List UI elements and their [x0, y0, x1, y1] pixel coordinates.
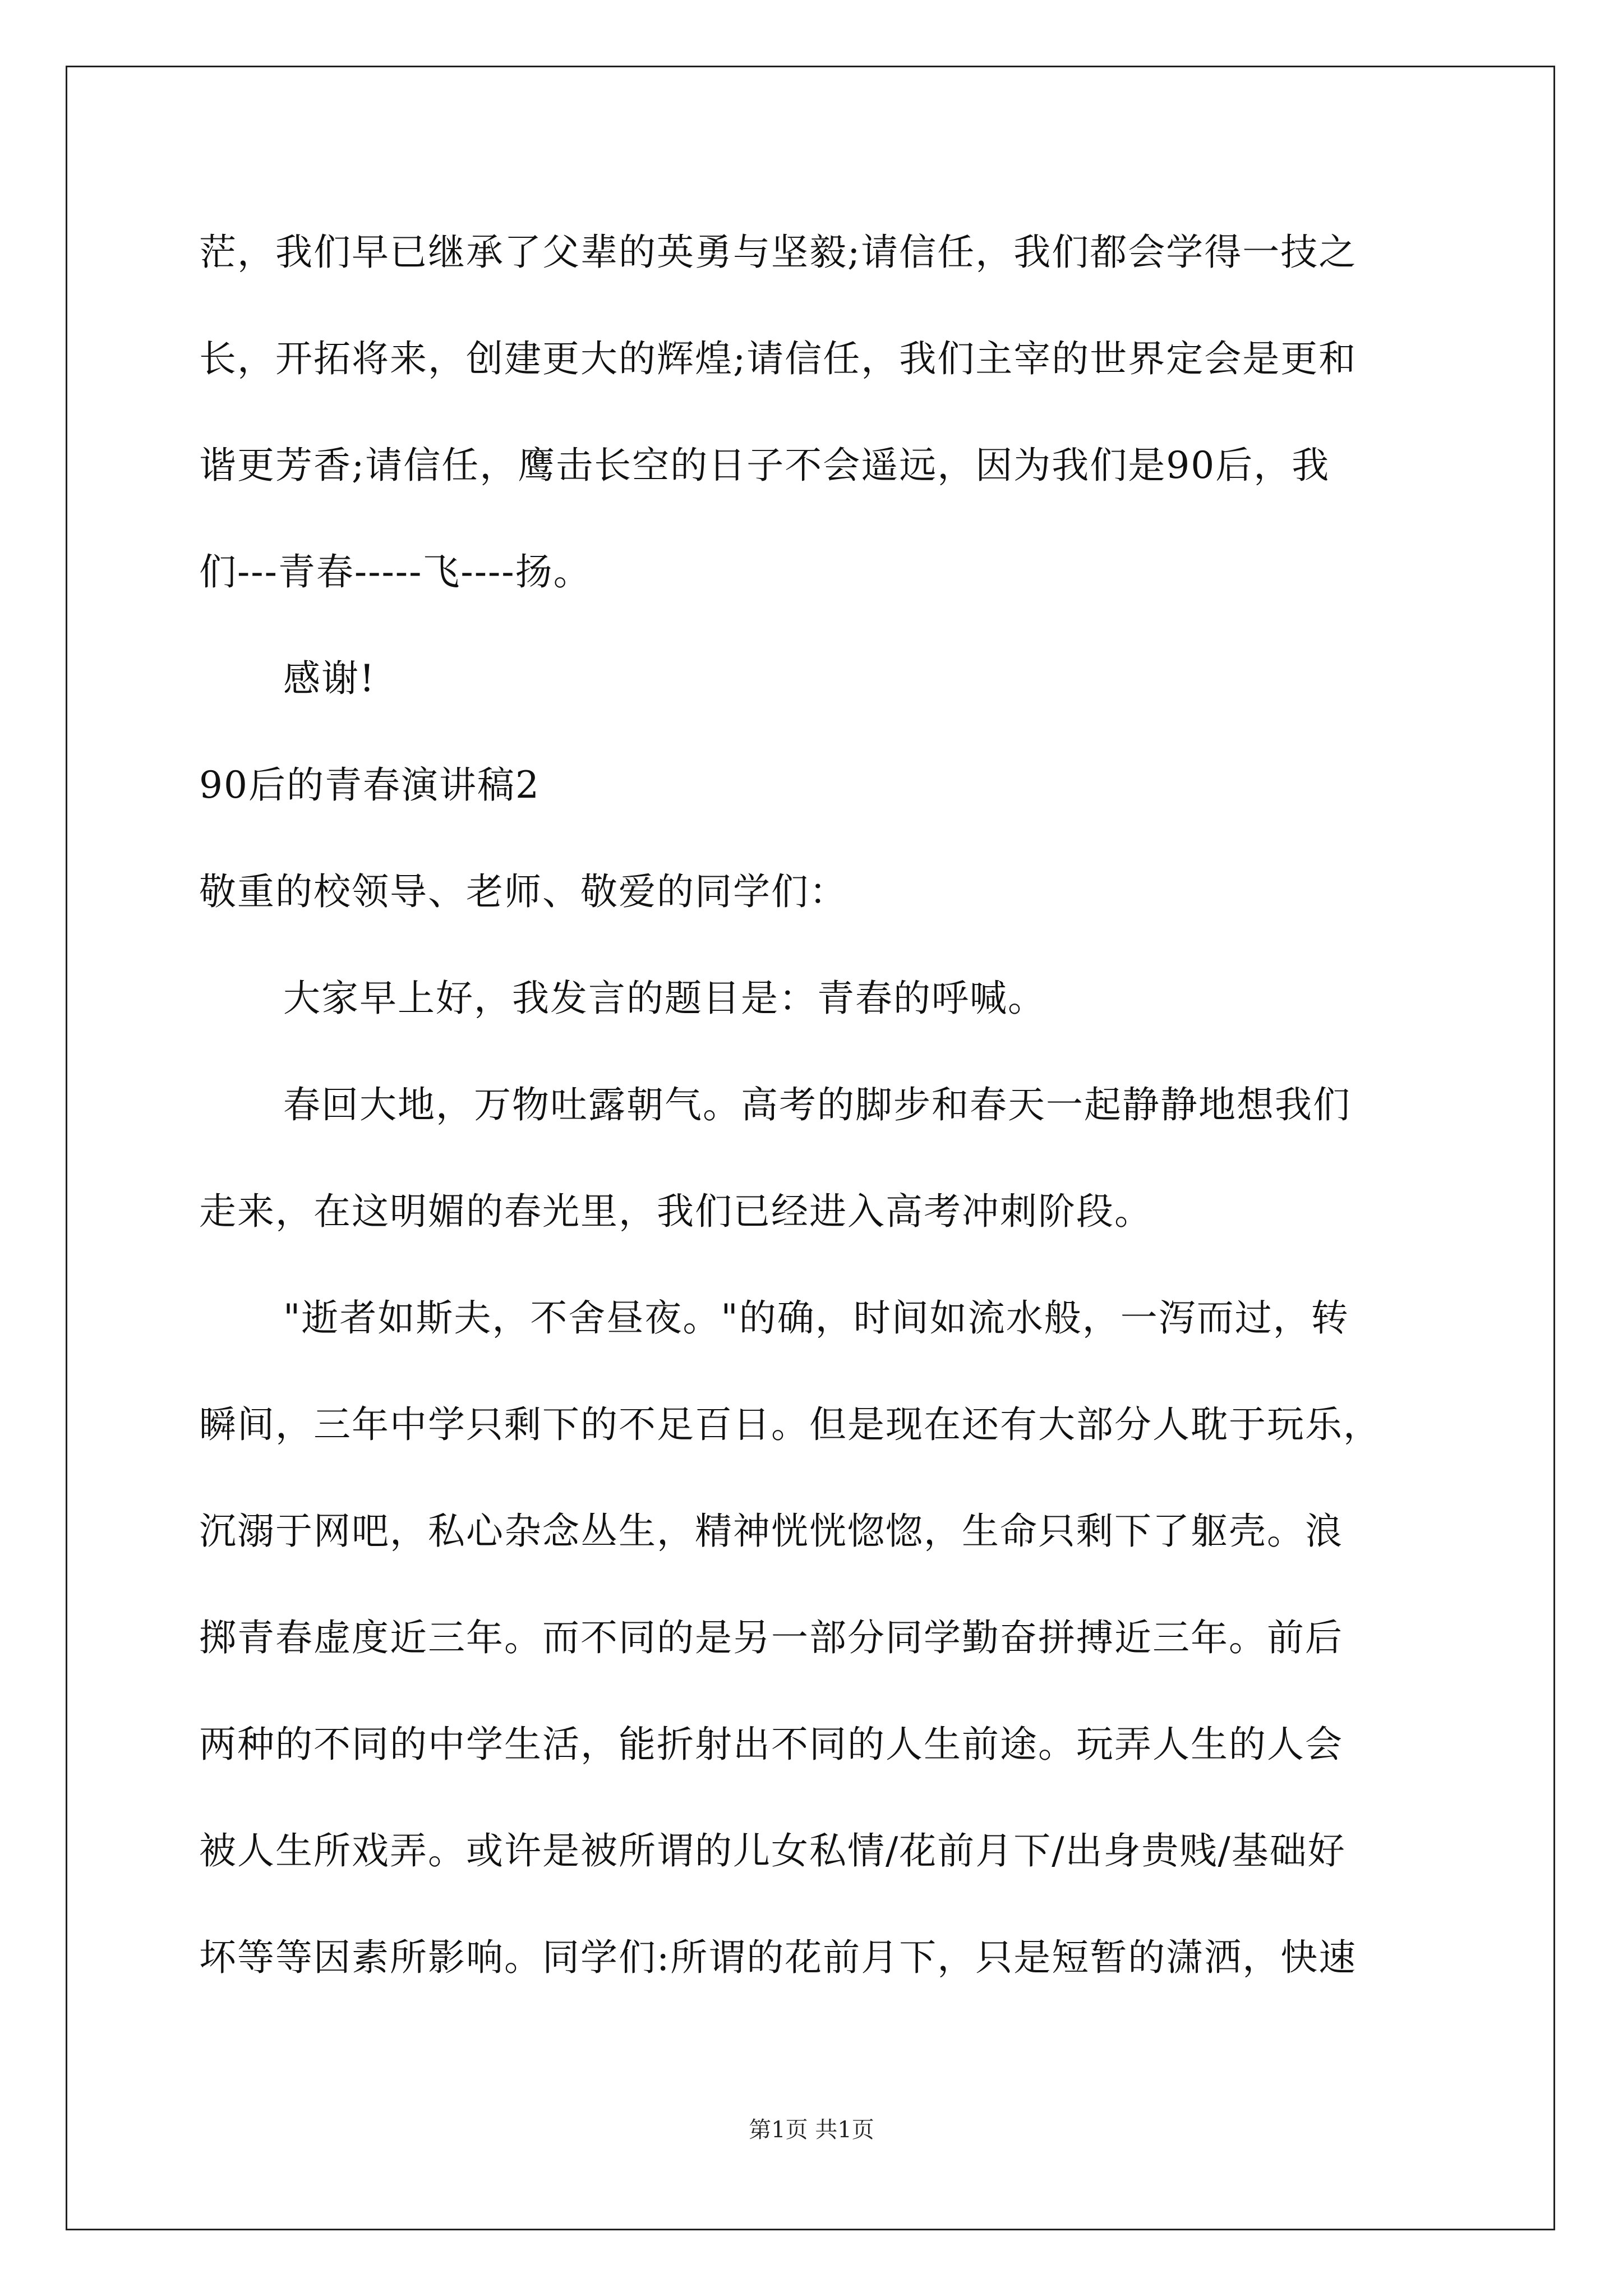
salutation: 敬重的校领导、老师、敬爱的同学们：: [199, 870, 847, 913]
text-line: 们---青春-----飞----扬。: [199, 550, 592, 593]
page-border: [66, 66, 1555, 2230]
text-line: 瞬间，三年中学只剩下的不足百日。但是现在还有大部分人耽于玩乐，: [199, 1403, 1381, 1446]
text-line: 春回大地，万物吐露朝气。高考的脚步和春天一起静静地想我们: [283, 1083, 1351, 1126]
text-line: 沉溺于网吧，私心杂念丛生，精神恍恍惚惚，生命只剩下了躯壳。浪: [199, 1510, 1343, 1553]
text-line: 长，开拓将来，创建更大的辉煌;请信任，我们主宰的世界定会是更和: [199, 337, 1357, 380]
text-line: 两种的不同的中学生活，能折射出不同的人生前途。玩弄人生的人会: [199, 1723, 1343, 1766]
section-heading: 90后的青春演讲稿2: [199, 763, 540, 807]
text-line: 被人生所戏弄。或许是被所谓的儿女私情/花前月下/出身贵贱/基础好: [199, 1829, 1346, 1872]
closing-thanks: 感谢!: [283, 657, 376, 700]
text-line: 谐更芳香;请信任，鹰击长空的日子不会遥远，因为我们是90后，我: [199, 444, 1330, 487]
text-line: 掷青春虚度近三年。而不同的是另一部分同学勤奋拼搏近三年。前后: [199, 1616, 1343, 1659]
text-line: 茫，我们早已继承了父辈的英勇与坚毅;请信任，我们都会学得一技之: [199, 231, 1357, 274]
text-line: 走来，在这明媚的春光里，我们已经进入高考冲刺阶段。: [199, 1190, 1152, 1233]
text-line: 坏等等因素所影响。同学们:所谓的花前月下，只是短暂的潇洒，快速: [199, 1936, 1357, 1979]
text-line: "逝者如斯夫，不舍昼夜。"的确，时间如流水般，一泻而过，转: [283, 1296, 1349, 1340]
text-line: 大家早上好，我发言的题目是：青春的呼喊。: [283, 977, 1046, 1020]
page-footer: 第1页 共1页: [749, 2117, 874, 2143]
